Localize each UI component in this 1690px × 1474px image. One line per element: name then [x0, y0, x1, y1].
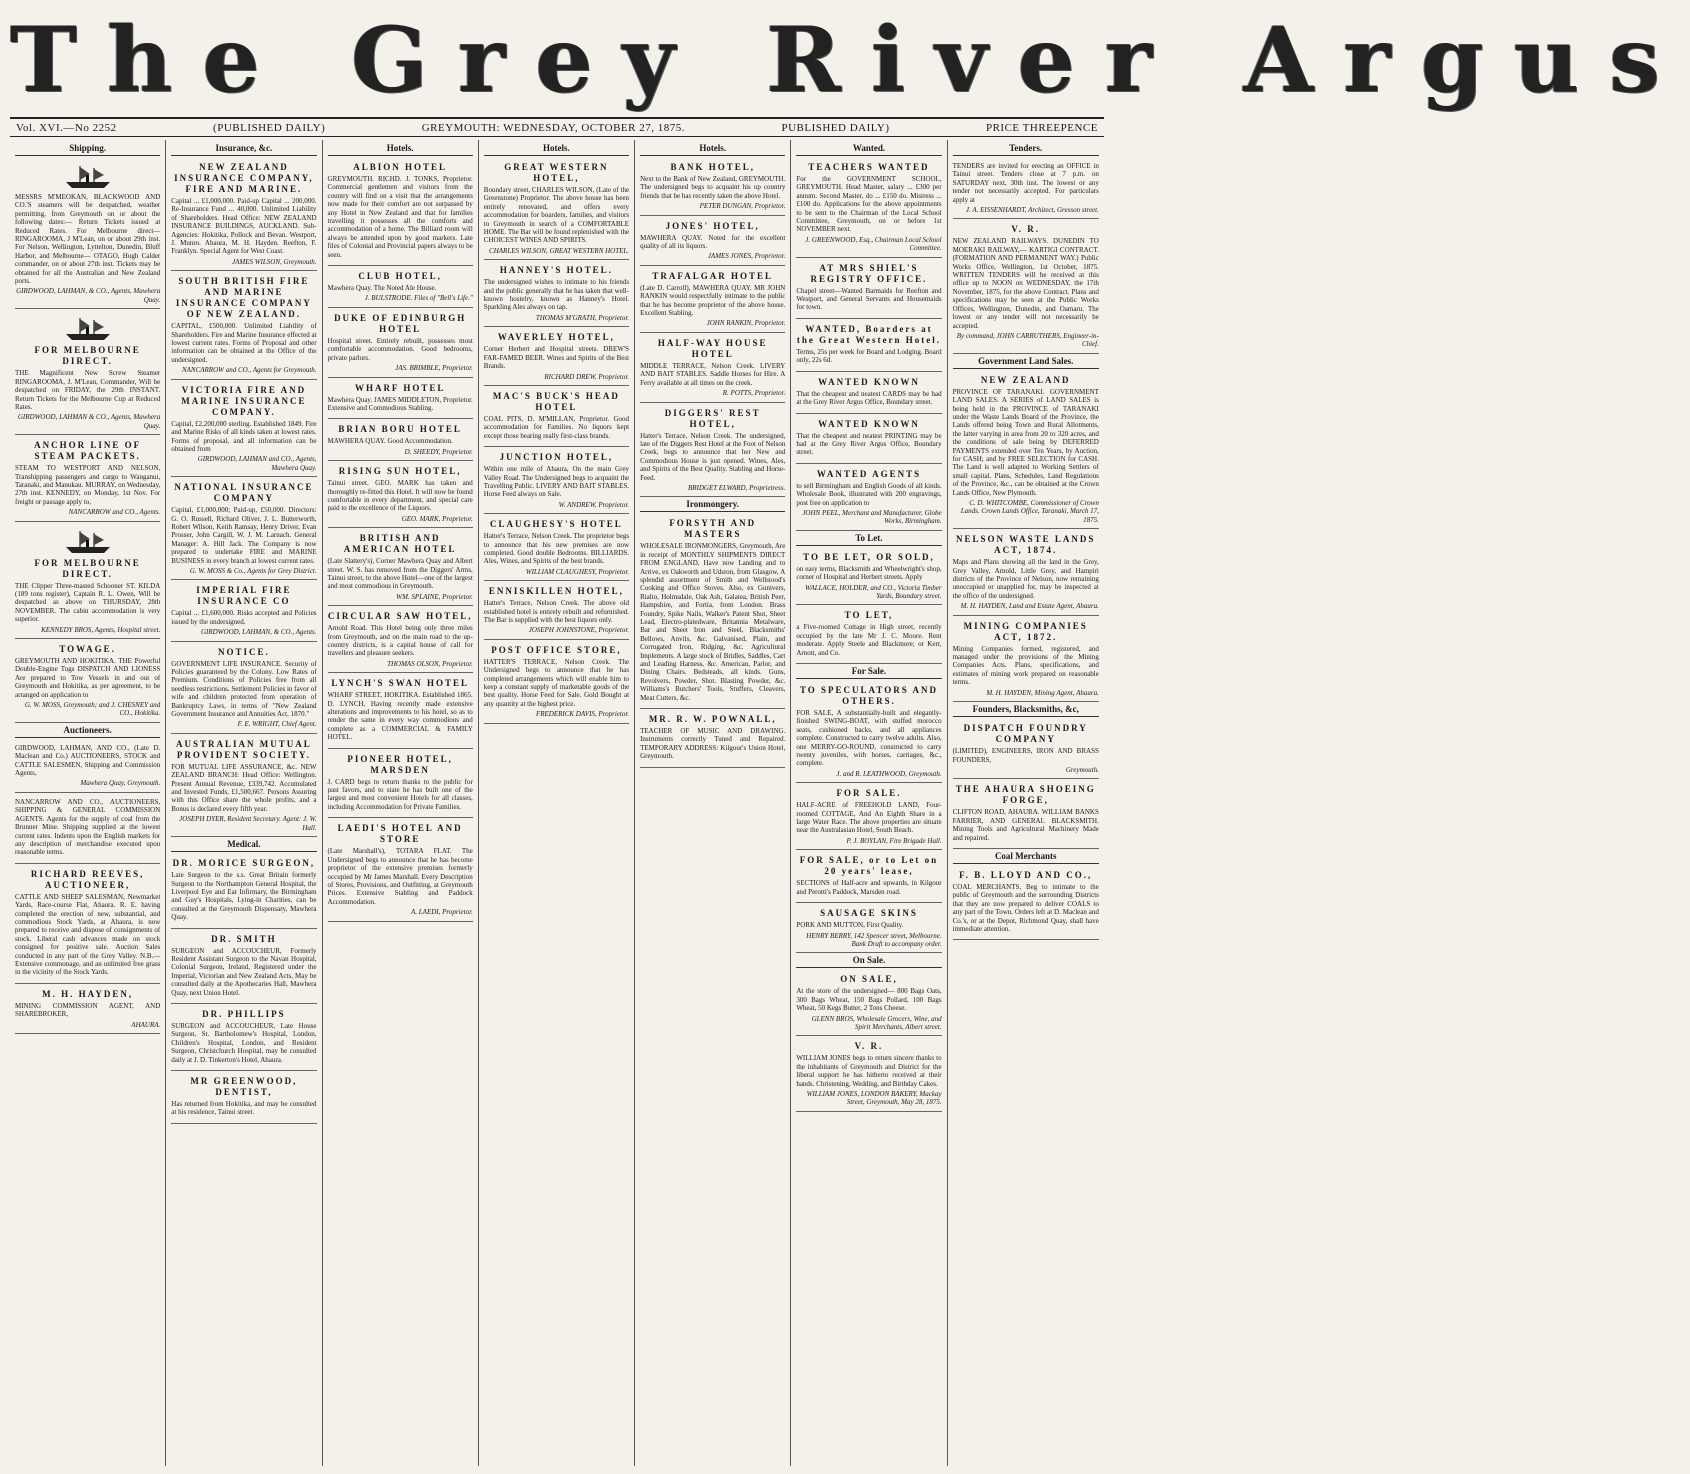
ad-heading: HANNEY'S HOTEL. [499, 265, 613, 276]
ad-signature: A. LAEDI, Proprietor. [411, 908, 473, 917]
advertisement [484, 583, 629, 640]
price: PRICE THREEPENCE [985, 121, 1098, 134]
ad-body-text: WHOLESALE IRONMONGERS, Greymouth, Are in receipt of MONTHLY SHIPMENTS DIRECT FROM ENGLAND, Have now Landing and to Arrive, ex Oakworth and Udston, from Glasgow, A splendid assortment of Smith and Wellstood's Cooking and Office Stoves. Also, ex Gunivers, Rialto, Holmsdale, Oak Ash, Galatea, British Peer, Hampshire, and Fortia, from London. Brass Foundry, Spike Nails, Walker's Patent Shot, Sheet Lead, Electro-platedware, Britannia Metalware, Bar and Sheet Iron and Steel, Blacksmiths' Bellows, Anvils, &c. Galvanised, Plain, and Corrugated Iron, Ridging, &c. Agricultural Implements. A large stock of Bridles, Saddles, Cart and Leading Harness, &c. American, Parlor, and Dining Chairs. Bedsteads, all kinds. Guns, Revolvers, Powder, Shot. Blasting Powder, &c. Williams's Butchers' Tools, Stuffers, Cleavers, Meat Cutters, &c. [640, 542, 786, 702]
advertisement [328, 530, 473, 606]
ad-body-text: MAWHERA QUAY. Noted for the excellent quality of all its liquors. [640, 233, 786, 251]
published-daily-right: PUBLISHED DAILY) [781, 121, 890, 134]
ad-body-text: CAPITAL, £500,000. Unlimited Liability of Shareholders. Fire and Marine Insurance effected at lowest current rates. Forms of Proposal and other information can be obtained at the Office of the undersigned. [171, 322, 317, 364]
advertisement [796, 607, 941, 664]
advertisement [640, 268, 785, 333]
advertisement [796, 682, 941, 783]
ad-body-text: Mining Companies formed, registered, and managed under the provisions of the Mining Companies Acts. Plans, specifications, and estimates of mining work prepared on reasonable terms. [952, 644, 1099, 687]
ship-icon [62, 529, 114, 555]
advertisement [484, 642, 629, 724]
ad-signature: RICHARD DREW, Proprietor. [544, 372, 630, 381]
ad-heading: WAVERLEY HOTEL, [497, 332, 615, 343]
ad-heading: NEW ZEALAND [980, 374, 1071, 385]
ad-signature: KENNEDY BROS, Agents, Hospital street. [41, 625, 161, 634]
ad-body-text: COAL PITS, D. M'MILLAN, Proprietor. Good accommodation for Families. No liquors kept except those bearing really first-class brands. [483, 414, 630, 440]
advertisement [171, 382, 316, 477]
ad-heading: NOTICE. [218, 646, 270, 657]
section-heading: Tenders. [953, 143, 1099, 156]
ad-heading: TO BE LET, OR SOLD, [803, 551, 935, 562]
ad-heading: MINING COMPANIES ACT, 1872. [963, 620, 1088, 642]
ad-signature: G. W. MOSS & Co., Agents for Grey District. [189, 566, 317, 575]
ad-signature: WALLACE, HOLDER, and CO., Victoria Timber Yards, Boundary street. [805, 583, 942, 600]
ad-body-text: Next to the Bank of New Zealand, GREYMOUTH. The undersigned begs to acquaint his up country friends that he has recently taken the above Hotel. [640, 175, 786, 200]
ad-body-text: Tainui street. GEO. MARK has taken and thoroughly re-fitted this Hotel. It will now be found comfortable in every department, and special care paid to the excellence of the Liquors. [327, 479, 473, 513]
advertisement [484, 159, 629, 260]
ad-heading: BRIAN BORU HOTEL [338, 424, 462, 435]
column-2 [166, 140, 322, 1466]
ad-body-text: COAL MERCHANTS, Beg to intimate to the public of Greymouth and the surrounding Districts that they are now prepared to deliver COALS to any part of the Town. Orders left at D. Maclean and Co.'s, or at the Depot, Richmond Quay, shall have immediate attention. [952, 882, 1099, 933]
ad-heading: V. R. [1011, 224, 1041, 235]
ad-signature: C. D. WHITCOMBE, Commissioner of Crown Lands. Crown Lands Office, Taranaki, March 17, 1875. [960, 499, 1099, 524]
advertisement [15, 641, 160, 723]
section-heading: Shipping. [15, 143, 160, 156]
section-heading: To Let. [796, 533, 941, 546]
advertisement [171, 582, 316, 641]
ad-heading: NATIONAL INSURANCE COMPANY [174, 482, 314, 504]
section-heading: For Sale. [796, 666, 941, 679]
ad-body-text: Hatter's Terrace, Nelson Creek. The proprietor begs to announce that his new premises are now completed. Good double Bedrooms. BILLIARDS. Ales, Wines, and Spirits of the best brands. [483, 532, 630, 566]
ad-body-text: PROVINCE OF TARANAKI. GOVERNMENT LAND SALES. A SERIES of LAND SALES is being held in the PROVINCE of TARANAKI under the Waste Lands Board of the Province, the Lands offered being Town and Rural Allotments, the latter varying in area from 20 to 320 acres, and the conditions of sale being by DEFERRED PAYMENTS extended over Ten Years, by Auction, for CASH; and by FREE SELECTION for CASH. The Land is well adapted to Working Settlers of small capital. Plans, Schedules, Land Regulations of the Province, &c., can be obtained at the Crown Lands Office, New Plymouth. [952, 387, 1099, 497]
advertisement [328, 380, 473, 420]
ad-signature: CHARLES WILSON, GREAT WESTERN HOTEL. [489, 246, 630, 255]
advertisement [328, 310, 473, 378]
ad-body-text: Mawhera Quay. JAMES MIDDLETON, Proprietor. Extensive and Commodious Stabling. [327, 395, 473, 412]
advertisement [796, 852, 941, 903]
section-heading: Coal Merchants [953, 851, 1099, 864]
ad-body-text: Mawhera Quay. The Noted Ale House. [327, 284, 437, 293]
advertisement [484, 449, 629, 514]
ad-heading: WANTED, Boarders at the Great Western Hotel. [796, 323, 942, 345]
advertisement [640, 335, 785, 403]
ad-signature: Greymouth. [1065, 765, 1099, 774]
ad-signature: JAMES WILSON, Greymouth. [232, 257, 317, 266]
ad-body-text: That the cheapest and neatest CARDS may be had at the Grey River Argus Office, Boundary street. [796, 389, 942, 407]
ad-heading: M. H. HAYDEN, [42, 988, 134, 999]
ad-signature: WILLIAM CLAUGHESY, Proprietor. [525, 567, 630, 576]
ad-heading: FOR SALE, or to Let on 20 years' lease, [799, 855, 939, 877]
advertisement [171, 159, 316, 271]
ad-heading: CLUB HOTEL, [358, 271, 442, 282]
ad-body-text: GREYMOUTH. RICHD. J. TONKS, Proprietor. Commercial gentlemen and visitors from the country will find on a visit that the arrangements now made for their comfort are not surpassed by any Hotel in New Zealand and that for families travelling it possesses all the comforts and accommodation of a home. The Billiard room will always be attended upon by good markers. Late files of Colonial and Provincial papers always to be seen. [327, 175, 473, 259]
ad-heading: POST OFFICE STORE, [491, 644, 622, 655]
advertisement [15, 159, 160, 309]
ad-body-text: a Five-roomed Cottage in High street, recently occupied by the late Mr J. C. Moore. Rent moderate. Apply Steele and Blackmore; or Kerr, Arnott, and Co. [796, 623, 942, 657]
ship-icon [62, 164, 114, 190]
advertisement [171, 855, 316, 928]
ad-heading: MAC'S BUCK'S HEAD HOTEL [492, 390, 620, 412]
ad-signature: WILLIAM JONES, LONDON BAKERY, Mackay Street, Greymouth, May 28, 1875. [806, 1089, 942, 1107]
ad-body-text: WHARF STREET, HOKITIKA. Established 1865. D. LYNCH, Having recently made extensive alterations and improvements to his hotel, so as to render the same in every way commodious and complete as a COMMERCIAL & FAMILY HOTEL. [327, 691, 473, 742]
advertisement [328, 608, 473, 673]
ad-heading: DIGGERS' REST HOTEL, [664, 407, 761, 429]
advertisement [640, 159, 785, 216]
ad-signature: AHAURA. [131, 1020, 161, 1029]
ad-heading: V. R. [854, 1041, 884, 1052]
newspaper-columns [10, 140, 1104, 1466]
ad-heading: VICTORIA FIRE AND MARINE INSURANCE COMPANY. [181, 384, 307, 417]
ad-body-text: The undersigned wishes to intimate to his friends and the public generally that he has taken that well-known hostelry, known as Hanney's Hotel. Sparkling Ales always on tap. [483, 278, 630, 312]
advertisement [796, 466, 941, 531]
advertisement [328, 268, 473, 308]
ad-heading: RISING SUN HOTEL, [338, 466, 462, 477]
ad-body-text: At the store of the undersigned— 800 Bags Oats, 300 Bags Wheat, 150 Bags Pollard, 100 Bags Wheat, 50 Kegs Butter, 2 Tons Cheese. [796, 987, 942, 1013]
advertisement [796, 549, 941, 606]
advertisement [15, 437, 160, 521]
section-heading: Hotels. [640, 143, 785, 156]
ad-heading: TOWAGE. [59, 644, 116, 654]
ad-signature: GIRDWOOD, LAHMAN, & CO., Agents. [200, 628, 317, 637]
advertisement [640, 515, 785, 709]
ad-heading: JUNCTION HOTEL, [499, 452, 614, 463]
ad-body-text: TENDERS are invited for erecting an OFFICE in Tainui street. Tenders close at 7 p.m. on SATURDAY next, 30th inst. The lowest or any tender not necessarily accepted. For particulars apply at [952, 162, 1099, 204]
ad-signature: WM. SPLAINE, Proprietor. [396, 592, 473, 601]
column-4 [479, 140, 635, 1466]
ad-heading: AT MRS SHIEL'S REGISTRY OFFICE. [810, 262, 928, 284]
ad-body-text: SURGEON and ACCOUCHEUR, Late House Surgeon, St. Bartholomew's Hospital, London, Children's Hospital, London, and Resident Surgeon, Christchurch Hospital, may be consulted daily at J. D. Tinkerton's Hotel, Ahaura. [171, 1021, 317, 1064]
ad-heading: ANCHOR LINE OF STEAM PACKETS. [34, 440, 142, 462]
ad-signature: GIRDWOOD, LAHMAN, & CO., Agents, Mawhera Quay. [16, 287, 161, 304]
ad-body-text: GIRDWOOD, LAHMAN, AND CO., (Late D. Maclean and Co.) AUCTIONEERS, STOCK and CATTLE SALESMEN, Shipping and Commission Agents, [15, 743, 161, 778]
ad-body-text: (Late D. Carroll), MAWHERA QUAY. MR JOHN RANKIN would respectfully intimate to the public that he has become proprietor of the above house. Excellent Stabling. [640, 283, 786, 318]
section-heading: Founders, Blacksmiths, &c, [953, 704, 1099, 717]
advertisement [171, 644, 316, 734]
ad-body-text: SURGEON and ACCOUCHEUR, Formerly Resident Assistant Surgeon to the Navan Hospital, Colonial Surgeon, Ireland, Registered under the Imperial, Victorian and New Zealand Acts, May be consulted daily at the Apothecaries Hall, Mawhera Quay, next Union Hotel. [171, 946, 317, 997]
ad-body-text: MINING COMMISSION AGENT, AND SHAREBROKER, [15, 1001, 161, 1019]
ad-heading: DR. SMITH [211, 933, 277, 944]
ad-heading: TEACHERS WANTED [808, 162, 930, 172]
column-5 [635, 140, 791, 1466]
ad-heading: FOR MELBOURNE DIRECT. [34, 345, 141, 367]
advertisement [328, 159, 473, 266]
ad-signature: J. GREENWOOD, Esq., Chairman Local School Committee. [805, 235, 942, 253]
dateline [10, 117, 1104, 137]
ad-heading: SOUTH BRITISH FIRE AND MARINE INSURANCE COMPANY OF NEW ZEALAND. [175, 276, 312, 320]
ad-body-text: Terms, 25s per week for Board and Lodging. Board only, 22s 6d. [796, 347, 942, 365]
ad-signature: GIRDWOOD, LAHMAN & CO., Agents, Mawhera Quay. [17, 413, 161, 430]
ad-body-text: Corner Herbert and Hospital streets. DREW'S FAR-FAMED BEER. Wines and Spirits of the Best Brands. [483, 345, 630, 371]
ad-body-text: Capital ... £1,600,000. Risks accepted and Policies issued by the undersigned. [171, 609, 317, 626]
ad-heading: IMPERIAL FIRE INSURANCE CO [196, 585, 292, 607]
ad-body-text: SECTIONS of Half-acre and upwards, in Kilgour and Perotti's Paddock, Marsden road. [796, 879, 942, 896]
advertisement [484, 262, 629, 327]
volume-number: Vol. XVI.—No 2252 [16, 121, 117, 134]
advertisement [171, 1073, 316, 1124]
ad-signature: JOHN PEEL, Merchant and Manufacturer, Globe Works, Birmingham. [802, 508, 942, 526]
ad-body-text: Maps and Plans showing all the land in the Grey, Grey Valley, Arnold, Little Grey, and Hampiri districts of the Province of Nelson, now remaining unoccupied or unapplied for, may be inspected at the office of the undersigned. [952, 558, 1099, 600]
ad-signature: R. POTTS, Proprietor. [722, 389, 786, 398]
advertisement [953, 867, 1099, 940]
published-daily-left: (PUBLISHED DAILY) [213, 121, 326, 134]
advertisement [796, 321, 941, 372]
ad-signature: J. BULSTRODE. Files of "Bell's Life." [364, 294, 473, 303]
column-1 [10, 140, 166, 1466]
ad-heading: DUKE OF EDINBURGH HOTEL [334, 312, 467, 334]
section-heading: Insurance, &c. [171, 143, 316, 156]
advertisement [484, 516, 629, 581]
ad-body-text: Has returned from Hokitika, and may be consulted at his residence, Tainui street. [171, 1100, 317, 1117]
ad-heading: ALBION HOTEL [353, 162, 448, 172]
ad-body-text: Capital ... £1,000,000. Paid-up Capital ... 200,000. Re-Insurance Fund ... 40,000. Unlimited Liability of Shareholders. Head Office: NEW ZEALAND INSURANCE BUILDINGS, AUCKLAND. Sub-Agencies: Hokitika, Pollock and Bevan. Westport, J. Munro. Ahaura, M. H. Hayden. Reefton, F. Franklyn. Special Agent for West Coast. [171, 197, 317, 256]
ad-body-text: For the GOVERNMENT SCHOOL, GREYMOUTH. Head Master, salary ... £300 per annum. Second Master, do ... £150 do. Mistress ... £100 do. Applications for the above appointments to be sent to the Chairman of the Local School Committee, Greymouth, on or before 1st NOVEMBER next. [796, 175, 942, 234]
advertisement [15, 795, 160, 864]
ad-signature: HENRY BERRY, 142 Spencer street, Melbourne. Bank Draft to accompany order. [806, 931, 942, 948]
ad-body-text: NANCARROW AND CO., AUCTIONEERS, SHIPPING & GENERAL COMMISSION AGENTS. Agents for the supply of coal from the Brunner Mine. Shipping supplied at the lowest current rates. Indents upon the English markets for any description of merchandise executed upon reasonable terms. [15, 797, 161, 857]
ad-heading: SAUSAGE SKINS [820, 908, 918, 919]
section-heading: On Sale. [796, 955, 941, 968]
ad-heading: MR GREENWOOD, DENTIST, [190, 1076, 298, 1097]
ad-signature: J. and R. LEATHWOOD, Greymouth. [836, 769, 942, 778]
ad-body-text: Capital, £1,000,000; Paid-up, £50,000. Directors: G. O. Russell, Richard Oliver, J. L. Butterworth, Robert Wilson, Keith Ramsay, Henry Driver, Evan Prosser, John Cargill, W. J. M. Larnach. General Manager: A. Hill Jack. The Company is now prepared to undertake FIRE and MARINE BUSINESS in every branch at lowest current rates. [171, 506, 317, 565]
ad-signature: By command, JOHN CARRUTHERS, Engineer-in-Chief. [956, 331, 1099, 349]
ad-body-text: FOR MUTUAL LIFE ASSURANCE, &c. NEW ZEALAND BRANCH: Head Office: Wellington. Present Annual Revenue, £339,742. Accumulated and Invested Funds, £1,500,667. Persons Assuring with this Office share the whole profits, and a Bonus is declared every fifth year. [171, 762, 317, 813]
ad-signature: JAS. BRIMBLE, Proprietor. [395, 364, 473, 373]
ship-icon [62, 316, 114, 342]
ad-heading: ENNISKILLEN HOTEL, [488, 586, 624, 597]
ad-heading: PIONEER HOTEL, MARSDEN [347, 753, 453, 775]
ad-heading: FOR MELBOURNE DIRECT. [34, 557, 141, 579]
ad-signature: J. A. EISSENHARDT, Architect, Gresson street. [965, 206, 1099, 215]
advertisement [15, 524, 160, 639]
ad-heading: FOR SALE. [836, 788, 902, 799]
advertisement [328, 820, 473, 921]
ad-signature: F. E. WRIGHT, Chief Agent. [237, 720, 317, 729]
advertisement [171, 931, 316, 1004]
ad-body-text: MAWHERA QUAY. Good Accommodation. [327, 437, 453, 446]
ad-heading: BRITISH AND AMERICAN HOTEL [343, 533, 457, 555]
advertisement [796, 1038, 941, 1111]
ad-body-text: CLIFTON ROAD, AHAURA. WILLIAM BANKS FARRIER, AND GENERAL BLACKSMITH. Mining Tools and Agricultural Machinery Made and repaired. [952, 808, 1099, 842]
ad-body-text: Capital, £2,200,000 sterling. Established 1849. Fire and Marine Risks of all kinds taken at lowest rates. Forms of proposal, and all information can be obtained from [171, 419, 317, 453]
ad-heading: CIRCULAR SAW HOTEL, [327, 611, 473, 622]
advertisement [328, 463, 473, 528]
section-heading: Medical. [171, 839, 316, 852]
advertisement [484, 388, 629, 447]
ad-body-text: Within one mile of Ahaura, On the main Grey Valley Road. The Undersigned begs to acquaint the Travelling Public. LIVERY AND BAIT STABLES. Horse Feed always on Sale. [483, 465, 630, 499]
ad-signature: NANCARROW and CO., Agents. [68, 508, 161, 517]
ad-signature: THOMAS OLSON, Proprietor. [387, 659, 473, 668]
ad-body-text: HATTER'S TERRACE, Nelson Creek. The Undersigned begs to announce that he has completed arrangements which will enable him to keep a constant supply of marketable goods of the best quality. Horse Feed for Sale. Gold Bought at any quantity at the highest price. [483, 657, 630, 708]
section-heading: Ironmongery. [640, 499, 785, 512]
advertisement [953, 159, 1099, 219]
ad-body-text: Arnold Road. This Hotel being only three miles from Greymouth, and on the main road to the up-country districts, is a capital house of call for travellers and pleasure seekers. [327, 624, 473, 658]
ad-heading: TO LET, [844, 610, 894, 621]
ad-body-text: Hatter's Terrace, Nelson Creek. The undersigned, late of the Diggers Rest Hotel at the Foot of Nelson Creek, begs to announce that her New and Commodious House is just opened. Wines, Ales, and Spirits of the Best Quality. Stabling and Horse-Feed. [640, 431, 786, 482]
ad-body-text: Hatter's Terrace, Nelson Creek. The above old established hotel is entirely rebuilt and refurnished. The Bar is supplied with the best liquors only. [483, 599, 630, 624]
advertisement [15, 741, 160, 793]
ad-signature: THOMAS M'GRATH, Proprietor. [535, 313, 630, 322]
ad-body-text: THE Clipper Three-masted Schooner ST. KILDA (189 tons register), Captain R. L. Owen, Will be despatched as above on THURSDAY, 28th NOVEMBER. The cabin accommodation is very superior. [15, 581, 161, 624]
section-heading: Auctioneers. [15, 725, 160, 738]
advertisement [796, 971, 941, 1036]
ad-signature: M. H. HAYDEN, Mining Agent, Ahaura. [986, 688, 1099, 697]
newspaper-title: The Grey River Argus [10, 7, 1690, 113]
ad-heading: TRAFALGAR HOTEL [652, 270, 773, 281]
ad-signature: JOSEPH JOHNSTONE, Proprietor. [528, 626, 630, 635]
ad-heading: THE AHAURA SHOEING FORGE, [955, 784, 1096, 806]
ad-heading: GREAT WESTERN HOTEL, [504, 162, 609, 183]
ad-body-text: CATTLE AND SHEEP SALESMAN, Newmarket Yards, Race-course Flat, Ahaura. R. E. having completed the erection of new, substantial, and commodious Stock Yards, at Ahaura, is now prepared to receive and dispose of consignments of stock. Liberal cash advances made on stock consigned for positive sale. Auction Sales conducted in any part of the Grey Valley. N.B.—Extensive commonage, and an unlimited free grass in the vicinity of the Stock Yards. [15, 892, 161, 977]
ad-heading: WHARF HOTEL [354, 382, 446, 393]
advertisement [171, 736, 316, 837]
ad-signature: GEO. MARK, Proprietor. [401, 514, 473, 523]
ad-heading: DR. MORICE SURGEON, [172, 858, 316, 869]
ad-body-text: STEAM TO WESTPORT AND NELSON, Transhipping passengers and cargo to Wanganui, Taranaki, and Manukau. MURRAY, on Wednesday, 27th inst. KENNEDY, on Monday, 1st Nov. For freight or passage apply to, [15, 464, 161, 506]
advertisement [171, 479, 316, 580]
ad-heading: LAEDI'S HOTEL AND STORE [337, 823, 463, 845]
ad-heading: RICHARD REEVES, AUCTIONEER, [30, 868, 145, 890]
section-heading: Wanted. [796, 143, 941, 156]
ad-heading: LYNCH'S SWAN HOTEL [331, 678, 470, 689]
ad-signature: JAMES JONES, Proprietor. [707, 252, 786, 261]
ad-body-text: Chapel street—Wanted Barmaids for Reefton and Westport, and General Servants and Housemaids for town. [796, 286, 942, 312]
ad-heading: NELSON WASTE LANDS ACT, 1874. [956, 534, 1096, 556]
ad-heading: F. B. LLOYD AND CO., [959, 869, 1093, 880]
ad-signature: FREDERICK DAVIS, Proprietor. [535, 710, 630, 719]
ad-heading: TO SPECULATORS AND OTHERS. [799, 685, 938, 706]
ad-body-text: GOVERNMENT LIFE INSURANCE. Security of Policies guaranteed by the Colony. Low Rates of Premium. Conditions of Policies free from all needless restrictions. Settlement Policies in favor of wife and children protected from operation of Bankruptcy Laws, in terms of "New Zealand Government Insurance and Annuities Act, 1870." [171, 659, 317, 719]
ad-heading: WANTED AGENTS [816, 468, 922, 479]
advertisement [953, 720, 1099, 779]
ad-body-text: That the cheapest and neatest PRINTING may be had at the Grey River Argus Office, Boundary street. [796, 431, 942, 457]
ad-body-text: Hospital street. Entirely rebuilt, possesses most comfortable accommodation. Good bedrooms, private parlors. [327, 336, 473, 362]
ad-heading: CLAUGHESY'S HOTEL [490, 519, 623, 530]
ad-body-text: (LIMITED), ENGINEERS, IRON AND BRASS FOUNDERS, [952, 747, 1099, 764]
ad-signature: G. W. MOSS, Greymouth; and J. CHESNEY and CO., Hokitika. [24, 701, 161, 718]
ad-body-text: to sell Birmingham and English Goods of all kinds. Wholesale Book, illustrated with 200 engravings, post free on application to [796, 481, 942, 507]
ad-body-text: WILLIAM JONES begs to return sincere thanks to the inhabitants of Greymouth and District for the liberal support he has hitherto received at their hands. Christening, Wedding, and Birthday Cakes. [796, 1054, 942, 1088]
advertisement [796, 159, 941, 258]
ad-body-text: on easy terms, Blacksmith and Wheelwright's shop, corner of Hospital and Herbert streets. Apply [796, 564, 942, 582]
ad-heading: NEW ZEALAND INSURANCE COMPANY, FIRE AND MARINE. [174, 162, 314, 194]
advertisement [953, 531, 1099, 615]
ad-signature: Mawhera Quay, Greymouth. [80, 779, 161, 788]
advertisement [328, 675, 473, 748]
advertisement [640, 218, 785, 266]
ad-signature: BRIDGET ELWARD, Proprietress. [687, 483, 786, 492]
advertisement [15, 866, 160, 984]
advertisement [640, 405, 785, 498]
ad-body-text: THE Magnificent New Screw Steamer RINGAROOMA, J. M'Lean, Commander, Will be despatched on FRIDAY, the 29th INSTANT. Return Tickets for the Melbourne Cup at Reduced Rates. [15, 369, 161, 411]
ad-body-text: HALF-ACRE of FREEHOLD LAND, Four-roomed COTTAGE, And An Eighth Share in a large Water Race. The above properties are situate near the Australasian Hotel, South Beach. [796, 801, 942, 835]
column-3 [323, 140, 479, 1466]
ad-body-text: Boundary street, CHARLES WILSON, (Late of the Greenstone) Proprietor. The above house has been entirely renovated, and offers every accommodation for boarders, families, and visitors to Greymouth in search of a COMFORTABLE HOME. The Bar will be found replenished with the CHOICEST WINES AND SPIRITS. [483, 186, 630, 245]
ad-body-text: GREYMOUTH AND HOKITIKA. THE Powerful Double-Engine Tugs DISPATCH AND LIONESS Are prepared to Tow Vessels in and out of Greymouth and Hokitika, as per agreement, to be arranged on application to [15, 657, 161, 699]
ad-signature: JOSEPH DYER, Resident Secretary. Agent: J. W. Hall. [179, 815, 317, 832]
ad-heading: MR. R. W. POWNALL, [648, 714, 777, 725]
ad-heading: DISPATCH FOUNDRY COMPANY [963, 723, 1088, 745]
ad-heading: WANTED KNOWN [818, 418, 920, 429]
ad-signature: JOHN RANKIN, Proprietor. [706, 319, 786, 328]
ad-signature: PETER DUNGAN, Proprietor. [699, 202, 786, 211]
ad-signature: NANCARROW and CO., Agents for Greymouth. [181, 366, 317, 375]
section-heading: Hotels. [328, 143, 473, 156]
advertisement [328, 751, 473, 819]
ad-signature: P. J. BOYLAN, Fire Brigade Hall. [846, 836, 942, 845]
ad-heading: JONES' HOTEL, [665, 220, 760, 231]
advertisement [796, 416, 941, 464]
advertisement [328, 421, 473, 461]
masthead [10, 6, 1690, 114]
ad-body-text: J. CARD begs to return thanks to the public for past favors, and to state he has built one of the largest and most convenient Hotels for all classes, including Accommodation for Private Families. [327, 777, 473, 811]
advertisement [796, 785, 941, 850]
column-7 [948, 140, 1104, 1466]
advertisement [171, 1006, 316, 1071]
advertisement [484, 329, 629, 386]
ad-body-text: (Late Marshall's), TOTARA FLAT. The Undersigned begs to announce that he has become proprietor of the extensive premises formerly occupied by Mr James Marshall. Every Description of Stores, Provisions, and Outfitting, at Greymouth Prices. Extensive Stabling and Paddock Accommodation. [327, 847, 473, 906]
ad-body-text: FOR SALE, A substantially-built and elegantly-finished SWING-BOAT, with stuffed morocco seats, cushioned backs, and all appliances complete. Constructed to carry twelve adults. Also, one MERRY-GO-ROUND, constructed to carry twenty juveniles, with horses, carriages, &c., complete. [796, 709, 942, 768]
ad-signature: W. ANDREW, Proprietor. [558, 500, 630, 509]
advertisement [15, 986, 160, 1034]
ad-heading: WANTED KNOWN [818, 376, 920, 387]
advertisement [15, 311, 160, 435]
ad-heading: BANK HOTEL, [670, 162, 755, 172]
ad-heading: DR. PHILLIPS [202, 1008, 286, 1019]
ad-signature: GIRDWOOD, LAHMAN and CO., Agents, Mawhera Quay. [197, 455, 317, 472]
ad-signature: D. SHEEDY, Proprietor. [404, 447, 473, 456]
advertisement [953, 372, 1099, 530]
advertisement [953, 781, 1099, 849]
ad-heading: AUSTRALIAN MUTUAL PROVIDENT SOCIETY. [176, 738, 312, 760]
ad-body-text: MIDDLE TERRACE, Nelson Creek. LIVERY AND BAIT STABLES. Saddle Horses for Hire. A Ferry available at all times on the creek. [640, 361, 786, 387]
ad-signature: GLENN BROS, Wholesale Grocers, Wine, and Spirit Merchants, Albert street. [811, 1014, 942, 1031]
section-heading: Hotels. [484, 143, 629, 156]
section-heading: Government Land Sales. [953, 356, 1099, 369]
place-and-date: GREYMOUTH: WEDNESDAY, OCTOBER 27, 1875. [421, 121, 685, 134]
advertisement [796, 374, 941, 414]
column-6 [791, 140, 947, 1466]
ad-body-text: TEACHER OF MUSIC AND DRAWING. Instruments correctly Tuned and Repaired. TEMPORARY ADDRESS: Kilgour's Union Hotel, Greymouth. [640, 727, 786, 761]
ad-body-text: PORK AND MUTTON, First Quality. [796, 921, 904, 930]
advertisement [796, 260, 941, 319]
advertisement [953, 221, 1099, 353]
advertisement [171, 273, 316, 379]
ad-body-text: (Late Slattery's), Corner Mawhera Quay and Albert street. W. S. has removed from the Diggers' Arms, Tainui street, to the above Hotel—one of the largest and most commodious in Greymouth. [327, 557, 473, 591]
ad-body-text: NEW ZEALAND RAILWAYS. DUNEDIN TO MOERAKI RAILWAY,— KARTIGI CONTRACT. (FORMATION AND PERMANENT WAY.) Public Works Office, Wellington, 1st October, 1875. WRITTEN TENDERS will be received at this office up to NOON on WEDNESDAY, the 17th November, 1875, for the above Contract. Plans and specifications may be seen at the Public Works Offices, Wellington, Dunedin, and Oamaru. The lowest or any tender will not necessarily be accepted. [952, 237, 1099, 330]
ad-heading: ON SALE, [840, 974, 898, 985]
ad-heading: HALF-WAY HOUSE HOTEL [657, 337, 768, 359]
advertisement [796, 905, 941, 953]
advertisement [953, 618, 1099, 702]
ad-signature: M. H. HAYDEN, Land and Estate Agent, Ahaura. [960, 602, 1099, 611]
advertisement [640, 711, 785, 768]
ad-body-text: Late Surgeon to the s.s. Great Britain formerly Surgeon to the Northampton General Hospital, the Liverpool Eye and Ear Infirmary, the Birmingham and Guy's Hospitals, Lying-in Charities, can be consulted at the Greymouth Dispensary, Mawhera Quay. [171, 871, 317, 922]
ad-body-text: MESSRS M'MEOKAN, BLACKWOOD AND CO.'S steamers will be despatched, weather permitting, from Greymouth on or about the following dates:— Return Tickets issued at Reduced Rates. For Melbourne direct— RINGAROOMA, J M'Lean, on or about 29th inst. For Nelson, Wellington, Lyttelton, Dunedin, Bluff Harbor, and Melbourne— OTAGO, Hugh Calder commander, on or about 27th inst. Tickets may be obtained for all the Australian and New Zealand ports. [15, 193, 161, 286]
ad-heading: FORSYTH AND MASTERS [669, 518, 757, 540]
